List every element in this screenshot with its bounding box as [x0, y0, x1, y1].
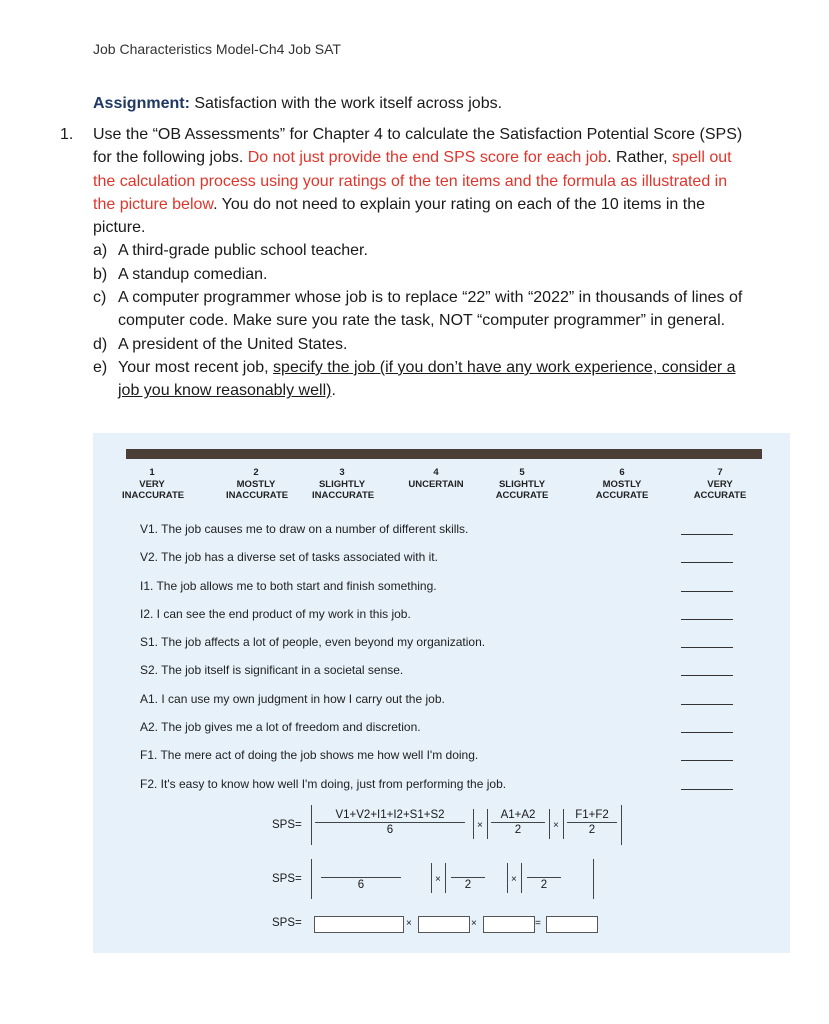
sub-question-b: [93, 263, 750, 286]
question-number: 1.: [60, 126, 74, 143]
scale-number: 3: [339, 467, 345, 478]
assignment-text: Satisfaction with the work itself across jobs.: [189, 95, 503, 112]
scale-5: [477, 467, 567, 502]
scale-4: [391, 467, 481, 490]
times-sign: ×: [553, 820, 559, 831]
question-red-2: spell out the calculation process using your ratings of the ten items and the formula as illustrated in the picture below: [93, 149, 732, 213]
bracket-left: [487, 809, 488, 839]
bracket-left: [311, 805, 312, 845]
times-sign: ×: [477, 820, 483, 831]
scale-7: [675, 467, 765, 502]
item-text: S1. The job affects a lot of people, even beyond my organization.: [140, 635, 486, 650]
sub-question-e: [93, 356, 750, 403]
bracket-right: [593, 859, 594, 899]
sub-letter: c): [93, 289, 107, 307]
blank-denominator: 2: [540, 879, 548, 891]
rating-blank[interactable]: [681, 647, 733, 648]
item-i2: [140, 607, 780, 635]
equals-sign: =: [535, 918, 541, 929]
scale-label: SLIGHTLY ACCURATE: [495, 478, 549, 501]
blank-numerator: [527, 863, 561, 878]
sub-letter: a): [93, 242, 108, 260]
scale-label: VERY INACCURATE: [122, 478, 185, 501]
question-text-part2: . Rather,: [607, 149, 672, 167]
fraction-1-denominator: 6: [386, 824, 394, 836]
blank-fraction-3: [527, 863, 561, 892]
answer-box-2[interactable]: [418, 916, 470, 933]
item-s1: [140, 635, 780, 663]
fraction-3: [567, 808, 617, 837]
item-text: V2. The job has a diverse set of tasks associated with it.: [140, 550, 438, 565]
scale-1: [107, 467, 197, 502]
bracket-right: [431, 863, 432, 893]
fraction-2: [491, 808, 545, 837]
document-header: Job Characteristics Model-Ch4 Job SAT: [93, 41, 341, 57]
blank-numerator: [321, 863, 401, 878]
fraction-2-numerator: A1+A2: [491, 808, 545, 823]
fraction-1: [315, 808, 465, 837]
fraction-3-numerator: F1+F2: [567, 808, 617, 823]
answer-box-3[interactable]: [483, 916, 535, 933]
item-a1: [140, 692, 780, 720]
scale-number: 7: [717, 467, 723, 478]
sub-letter: b): [93, 265, 108, 283]
scale-2: [211, 467, 301, 502]
item-f2: [140, 777, 780, 805]
sub-letter: d): [93, 335, 108, 353]
bracket-right: [621, 805, 622, 845]
sps-label: SPS=: [272, 873, 302, 885]
scale-label: SLIGHTLY INACCURATE: [312, 478, 375, 501]
sub-underlined-text: specify the job (if you don’t have any work experience, consider a job you know reasonably well): [118, 358, 736, 400]
assignment-label: Assignment:: [93, 95, 190, 112]
question-text-part1: Use the “OB Assessments” for Chapter 4 to calculate the Satisfaction Potential Score (SPS) for the following jobs.: [93, 126, 743, 167]
rating-blank[interactable]: [681, 789, 733, 790]
item-a2: [140, 720, 780, 748]
sub-letter: e): [93, 358, 108, 376]
scale-label: VERY ACCURATE: [693, 478, 747, 501]
fraction-3-denominator: 2: [588, 824, 596, 836]
scale-number: 4: [433, 467, 439, 478]
bracket-left: [311, 859, 312, 899]
rating-blank[interactable]: [681, 732, 733, 733]
item-list: [140, 522, 780, 805]
scale-3: [297, 467, 387, 502]
question-1: [60, 123, 750, 403]
bracket-right: [549, 809, 550, 839]
fraction-1-numerator: V1+V2+I1+I2+S1+S2: [315, 808, 465, 823]
scale-label: UNCERTAIN: [408, 478, 464, 490]
sub-text-end: .: [331, 382, 336, 400]
item-text: S2. The job itself is significant in a societal sense.: [140, 663, 404, 678]
bracket-left: [563, 809, 564, 839]
assignment-line: [93, 95, 502, 113]
sub-text: A computer programmer whose job is to replace “22” with “2022” in thousands of lines of computer code. Make sure you rate the task, NOT “computer programmer” in general.: [118, 289, 743, 330]
question-text: [93, 123, 750, 239]
blank-denominator: 6: [357, 879, 365, 891]
item-text: A2. The job gives me a lot of freedom and discretion.: [140, 720, 421, 735]
scale-number: 6: [619, 467, 625, 478]
sps-label: SPS=: [272, 917, 302, 929]
blank-fraction-1: [321, 863, 401, 892]
item-text: F1. The mere act of doing the job shows me how well I'm doing.: [140, 748, 479, 763]
sub-question-d: [93, 333, 750, 356]
answer-box-result[interactable]: [546, 916, 598, 933]
item-f1: [140, 748, 780, 776]
sub-text: A standup comedian.: [118, 265, 268, 283]
fraction-2-denominator: 2: [514, 824, 522, 836]
item-i1: [140, 579, 780, 607]
item-text: I2. I can see the end product of my work in this job.: [140, 606, 411, 621]
rating-blank[interactable]: [681, 562, 733, 563]
item-text: A1. I can use my own judgment in how I carry out the job.: [140, 691, 445, 706]
rating-blank[interactable]: [681, 534, 733, 535]
scale-label: MOSTLY INACCURATE: [226, 478, 289, 501]
item-v1: [140, 522, 780, 550]
scale-number: 5: [519, 467, 525, 478]
scale-label: MOSTLY ACCURATE: [595, 478, 649, 501]
item-text: V1. The job causes me to draw on a number of different skills.: [140, 522, 469, 536]
rating-blank[interactable]: [681, 704, 733, 705]
assessment-figure: [93, 433, 790, 953]
sub-text: A third-grade public school teacher.: [118, 242, 368, 260]
times-sign: ×: [406, 918, 412, 929]
item-text: F2. It's easy to know how well I'm doing, just from performing the job.: [140, 776, 507, 791]
bracket-left: [521, 863, 522, 893]
rating-blank[interactable]: [681, 619, 733, 620]
scale-number: 1: [149, 467, 155, 478]
question-text-part3: . You do not need to explain your rating on each of the 10 items in the picture.: [93, 195, 705, 237]
item-s2: [140, 663, 780, 691]
sub-text: Your most recent job,: [118, 358, 274, 376]
item-text: I1. The job allows me to both start and finish something.: [140, 578, 437, 593]
blank-numerator: [451, 863, 485, 878]
rating-blank[interactable]: [681, 591, 733, 592]
bracket-right: [507, 863, 508, 893]
sub-text: A president of the United States.: [118, 335, 348, 353]
sub-question-a: [93, 239, 750, 262]
bracket-right: [473, 809, 474, 839]
rating-blank[interactable]: [681, 675, 733, 676]
times-sign: ×: [471, 918, 477, 929]
blank-fraction-2: [451, 863, 485, 892]
bracket-left: [445, 863, 446, 893]
answer-box-1[interactable]: [314, 916, 404, 933]
question-red-1: Do not just provide the end SPS score for each job: [247, 149, 608, 167]
scale-number: 2: [253, 467, 259, 478]
rating-blank[interactable]: [681, 760, 733, 761]
sps-label: SPS=: [272, 819, 302, 831]
item-v2: [140, 550, 780, 578]
times-sign: ×: [435, 874, 441, 885]
question-body: [93, 123, 750, 403]
blank-denominator: 2: [464, 879, 472, 891]
scale-6: [577, 467, 667, 502]
times-sign: ×: [511, 874, 517, 885]
figure-top-bar: [126, 449, 762, 459]
sub-question-c: [93, 286, 750, 333]
